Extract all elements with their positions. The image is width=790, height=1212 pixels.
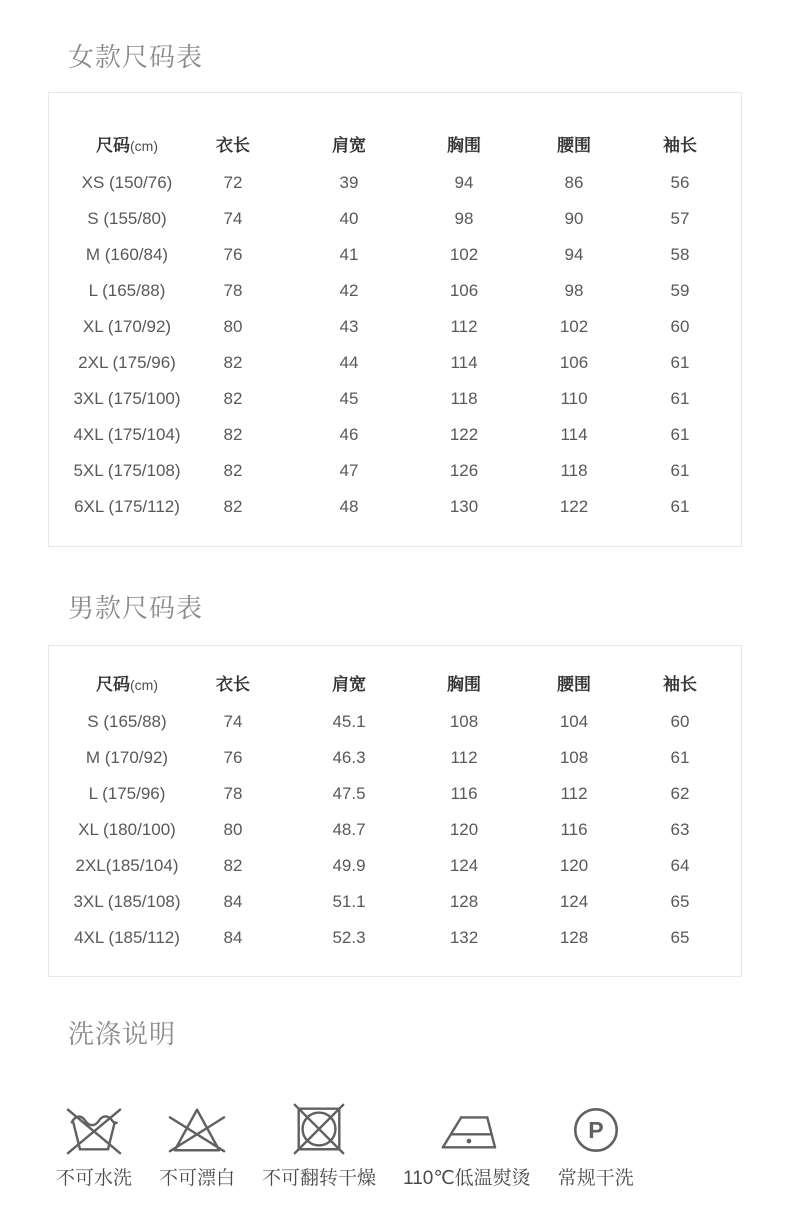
table-cell: 90	[564, 209, 584, 228]
table-cell: 82	[223, 856, 243, 875]
table-cell: 94	[454, 173, 474, 192]
table-cell: 57	[670, 209, 690, 228]
table-cell: 120	[449, 820, 479, 839]
table-cell: 40	[339, 209, 359, 228]
table-cell: M (170/92)	[85, 748, 169, 767]
table-cell: 3XL (175/100)	[73, 389, 181, 408]
unit-label: (cm)	[130, 676, 158, 693]
table-cell: L (175/96)	[88, 784, 166, 803]
table-row	[49, 165, 703, 201]
table-cell: 5XL (175/108)	[73, 461, 181, 480]
table-cell: 82	[223, 389, 243, 408]
men-size-title: 男款尺码表	[68, 593, 204, 623]
care-item-no-tumble-dry	[262, 1099, 376, 1190]
table-cell: 114	[560, 425, 588, 444]
table-cell: 42	[339, 281, 359, 300]
table-cell: 84	[223, 892, 243, 911]
table-cell: 3XL (185/108)	[73, 892, 181, 911]
table-cell: 60	[670, 712, 690, 731]
table-cell: 63	[670, 820, 690, 839]
men-size-table	[49, 660, 703, 956]
table-cell: 76	[223, 245, 243, 264]
table-row	[49, 884, 703, 920]
table-cell: 102	[559, 317, 589, 336]
table-cell: 45	[339, 389, 359, 408]
column-header: 尺码(cm)	[96, 674, 158, 694]
table-row	[49, 489, 703, 525]
table-cell: 122	[559, 497, 589, 516]
table-cell: 110	[560, 389, 588, 408]
table-cell: 114	[450, 353, 478, 372]
table-cell: 102	[449, 245, 479, 264]
care-item-dry-clean	[558, 1103, 634, 1190]
column-header: 肩宽	[332, 674, 366, 694]
table-cell: 61	[670, 389, 690, 408]
iron-low-temp-icon	[435, 1101, 499, 1157]
table-cell: 130	[449, 497, 479, 516]
table-row	[49, 453, 703, 489]
table-cell: 120	[559, 856, 589, 875]
table-cell: 78	[223, 281, 243, 300]
table-cell: 72	[223, 173, 243, 192]
table-row	[49, 812, 703, 848]
column-header: 腰围	[557, 135, 591, 155]
care-label: 常规干洗	[557, 1168, 634, 1189]
table-cell: XL (170/92)	[82, 317, 172, 336]
table-cell: 82	[223, 461, 243, 480]
table-cell: S (155/80)	[87, 209, 167, 228]
table-cell: 82	[223, 425, 243, 444]
table-cell: 65	[670, 892, 690, 911]
table-cell: 56	[670, 173, 690, 192]
table-cell: 94	[564, 245, 584, 264]
table-row	[49, 920, 703, 956]
table-cell: 112	[450, 748, 478, 767]
table-cell: 116	[560, 820, 588, 839]
table-cell: 48.7	[332, 820, 366, 839]
table-cell: 118	[560, 461, 588, 480]
table-row	[49, 417, 703, 453]
table-cell: 86	[564, 173, 584, 192]
care-instructions-row	[56, 1099, 790, 1190]
table-cell: 47	[339, 461, 359, 480]
table-cell: 126	[449, 461, 479, 480]
table-cell: 122	[449, 425, 479, 444]
table-cell: 106	[559, 353, 589, 372]
table-cell: 61	[670, 353, 690, 372]
table-cell: 82	[223, 353, 243, 372]
table-row	[49, 309, 703, 345]
column-header: 尺码(cm)	[96, 135, 158, 155]
table-cell: 39	[339, 173, 359, 192]
care-item-iron-low-temp	[403, 1101, 531, 1190]
table-cell: 104	[559, 712, 589, 731]
table-cell: 80	[223, 317, 243, 336]
women-size-table	[49, 121, 703, 525]
table-cell: 128	[449, 892, 479, 911]
no-wash-icon	[63, 1101, 125, 1157]
table-cell: 2XL (175/96)	[78, 353, 176, 372]
care-label: 不可翻转干燥	[262, 1168, 377, 1189]
table-cell: 98	[454, 209, 474, 228]
table-row	[49, 201, 703, 237]
table-cell: 61	[670, 748, 690, 767]
table-cell: 49.9	[332, 856, 366, 875]
care-label: 不可水洗	[56, 1168, 133, 1189]
column-header: 衣长	[216, 135, 250, 155]
care-item-no-wash	[56, 1101, 132, 1190]
table-cell: 98	[564, 281, 584, 300]
table-row	[49, 776, 703, 812]
table-cell: 6XL (175/112)	[74, 497, 180, 516]
no-tumble-dry-icon	[288, 1099, 350, 1157]
care-label: 110℃低温熨烫	[403, 1168, 531, 1189]
table-cell: 2XL(185/104)	[75, 856, 179, 875]
table-cell: 108	[559, 748, 589, 767]
table-cell: 61	[670, 425, 690, 444]
column-header: 袖长	[663, 674, 697, 694]
table-cell: 74	[223, 209, 243, 228]
table-cell: 124	[559, 892, 589, 911]
table-cell: 43	[339, 317, 359, 336]
table-cell: 4XL (185/112)	[74, 928, 180, 947]
table-cell: M (160/84)	[85, 245, 169, 264]
table-cell: L (165/88)	[88, 281, 166, 300]
women-size-title: 女款尺码表	[68, 42, 204, 72]
dry-clean-p-letter: P	[587, 1117, 604, 1144]
table-cell: 84	[223, 928, 243, 947]
table-cell: 124	[449, 856, 479, 875]
table-cell: 52.3	[332, 928, 366, 947]
table-cell: 118	[450, 389, 478, 408]
table-cell: 61	[670, 497, 690, 516]
column-header: 胸围	[447, 674, 481, 694]
column-header: 袖长	[663, 135, 697, 155]
table-cell: 76	[223, 748, 243, 767]
no-bleach-icon	[165, 1101, 229, 1157]
table-cell: 4XL (175/104)	[73, 425, 181, 444]
women-size-table-box	[48, 92, 742, 547]
table-row	[49, 345, 703, 381]
table-cell: 60	[670, 317, 690, 336]
table-row	[49, 848, 703, 884]
dry-clean-icon	[568, 1103, 624, 1157]
table-cell: 132	[449, 928, 479, 947]
care-item-no-bleach	[159, 1101, 235, 1190]
table-cell: S (165/88)	[87, 712, 167, 731]
table-cell: 112	[560, 784, 588, 803]
table-row	[49, 237, 703, 273]
table-cell: 41	[339, 245, 359, 264]
table-row	[49, 704, 703, 740]
table-cell: 59	[670, 281, 690, 300]
table-cell: 128	[559, 928, 589, 947]
column-header: 衣长	[216, 674, 250, 694]
table-cell: 116	[450, 784, 478, 803]
table-cell: 78	[223, 784, 243, 803]
column-header: 肩宽	[332, 135, 366, 155]
table-row	[49, 381, 703, 417]
unit-label: (cm)	[130, 137, 158, 154]
table-cell: 51.1	[332, 892, 366, 911]
table-cell: XS (150/76)	[81, 173, 173, 192]
table-cell: 82	[223, 497, 243, 516]
table-cell: 108	[449, 712, 479, 731]
table-row	[49, 273, 703, 309]
table-cell: 80	[223, 820, 243, 839]
column-header: 腰围	[557, 674, 591, 694]
men-size-table-box	[48, 645, 742, 977]
table-cell: XL (180/100)	[78, 820, 176, 839]
table-row	[49, 740, 703, 776]
table-cell: 65	[670, 928, 690, 947]
table-cell: 48	[339, 497, 359, 516]
table-cell: 46.3	[332, 748, 366, 767]
care-label: 不可漂白	[159, 1168, 236, 1189]
table-cell: 62	[670, 784, 690, 803]
table-cell: 47.5	[332, 784, 366, 803]
table-cell: 61	[670, 461, 690, 480]
table-cell: 44	[339, 353, 359, 372]
column-header: 胸围	[447, 135, 481, 155]
table-cell: 58	[670, 245, 690, 264]
table-cell: 46	[339, 425, 359, 444]
table-cell: 45.1	[332, 712, 366, 731]
table-cell: 112	[450, 317, 478, 336]
table-cell: 74	[223, 712, 243, 731]
table-cell: 64	[670, 856, 690, 875]
table-cell: 106	[449, 281, 479, 300]
care-title: 洗涤说明	[68, 1019, 177, 1049]
